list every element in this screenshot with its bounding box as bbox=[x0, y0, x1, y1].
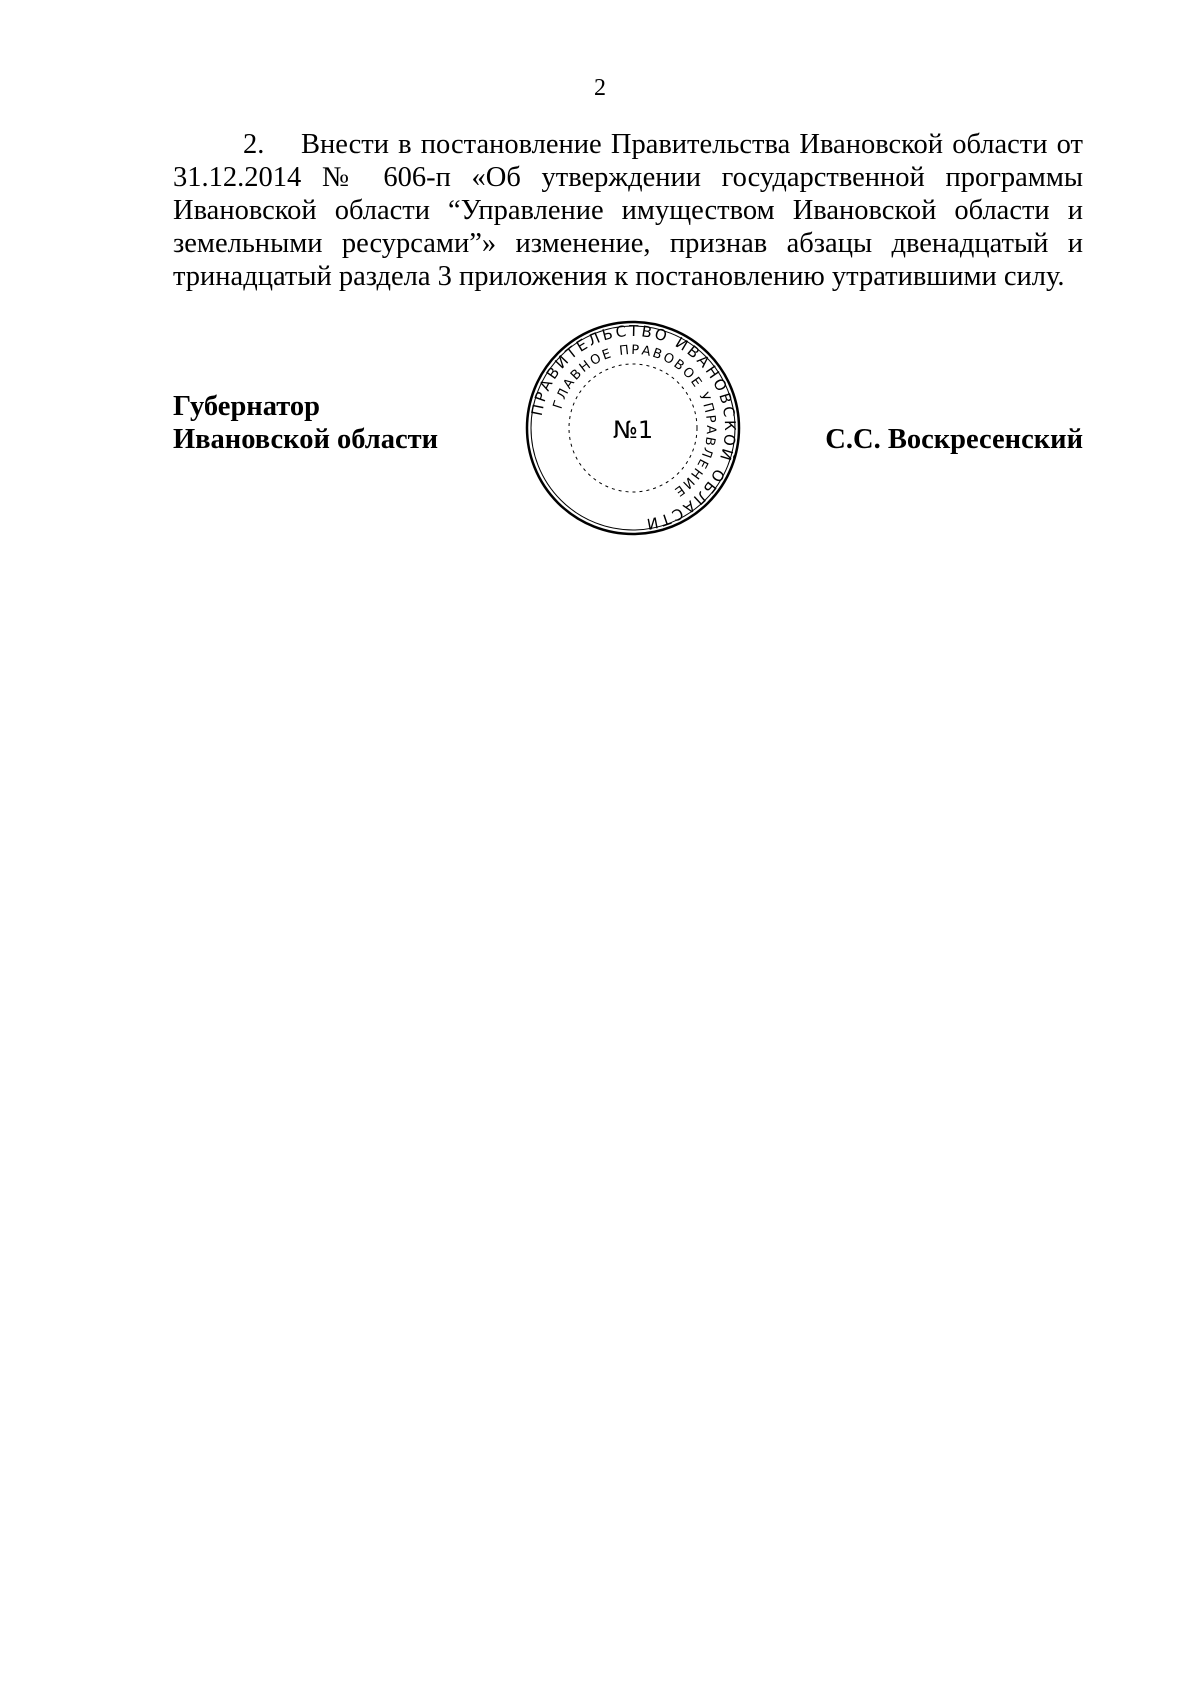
seal-inner-text: ГЛАВНОЕ ПРАВОВОЕ УПРАВЛЕНИЕ bbox=[550, 342, 719, 500]
position-line-1: Губернатор bbox=[173, 391, 320, 422]
position-line-2: Ивановской области bbox=[173, 424, 439, 455]
official-seal bbox=[523, 318, 743, 538]
seal-icon bbox=[523, 318, 743, 538]
paragraph-index: 2. bbox=[243, 129, 265, 160]
seal-outer-text: ПРАВИТЕЛЬСТВО ИВАНОВСКОЙ ОБЛАСТИ bbox=[527, 321, 740, 534]
seal-center-text: №1 bbox=[612, 416, 654, 444]
signatory-position bbox=[173, 390, 438, 456]
signature-block bbox=[0, 0, 1200, 600]
signatory-name: С.С. Воскресенский bbox=[825, 424, 1083, 455]
paragraph-text: Внести в постановление Правительства Ивановской области от 31.12.2014 № 606-п «Об утверждении государственной программы Ивановской области “Управление имуществом Ивановской области и земельными ресурсами”» изменение, признав абзацы двенадцатый и тринадцатый раздела 3 приложения к постановлению утратившими силу. bbox=[173, 129, 1083, 292]
page-number: 2 bbox=[594, 75, 606, 101]
